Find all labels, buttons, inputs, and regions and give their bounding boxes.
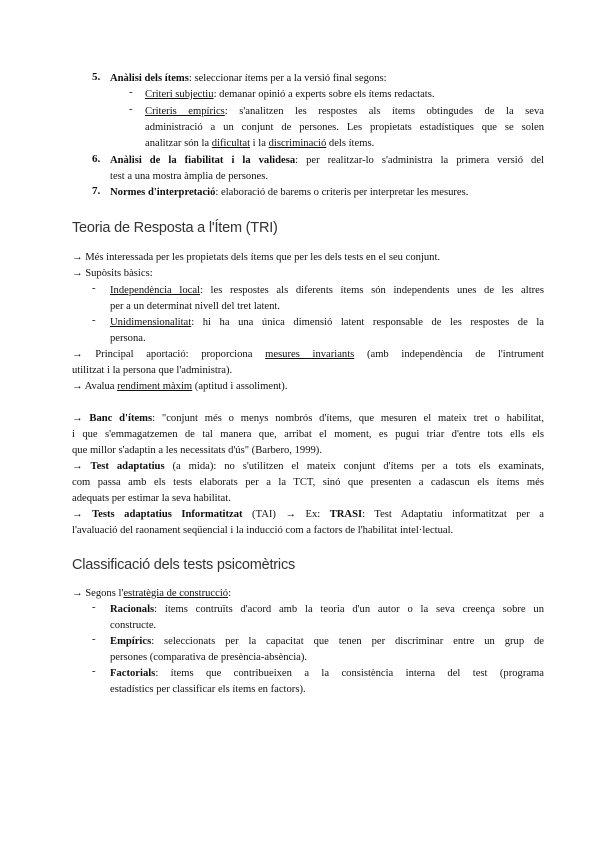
text: (TAI) → Ex: xyxy=(242,509,330,520)
term: Tests adaptatius Informatitzat xyxy=(92,509,243,520)
text: → Avalua xyxy=(72,381,118,392)
text: : elaboració de barems o criteris per interpretar les mesures. xyxy=(215,187,469,198)
text: (amb independència de l'intrument xyxy=(354,349,544,360)
bullet-dash: - xyxy=(92,602,96,613)
text: : xyxy=(228,588,232,599)
text: → Segons l' xyxy=(72,588,124,599)
term-discriminacio: discriminació xyxy=(268,138,327,149)
term-trasi: TRASI xyxy=(329,509,363,520)
bullet-dash: - xyxy=(129,104,133,115)
tri-line1: → Més interessada per les propietats dels ítems que per les dels tests en el seu conjunt. xyxy=(72,252,441,263)
adaptatius-line2: com passa amb els tests elaborats per a la TCT, sinó que presenten a cadascun els ítems més xyxy=(72,477,544,488)
bullet-dash: - xyxy=(92,634,96,645)
sub-item-criteri-subjectiu xyxy=(145,87,435,102)
text: analitzar són la xyxy=(145,138,212,149)
banc-line3: que millor s'adaptin a les necessitats d'ús" (Barbero, 1999). xyxy=(72,445,322,456)
tri-line2: → Supòsits bàsics: xyxy=(72,268,153,279)
text: : "conjunt més o menys nombrós d'ítems, que mesuren el mateix tret o habilitat, xyxy=(152,413,545,424)
text: : ítems contruïts d'acord amb la teoria d'un autor o la seva creença sobre un xyxy=(154,604,544,615)
term: Empírics xyxy=(110,636,152,647)
classif-intro xyxy=(72,586,231,601)
text: : les respostes als diferents ítems són independents unes de les altres xyxy=(199,285,545,296)
text: → Principal aportació: proporciona xyxy=(72,349,266,360)
text: : demanar opinió a experts sobre els ítems redactats. xyxy=(213,89,435,100)
item-title: Anàlisi de la fiabilitat i la validesa xyxy=(110,155,296,166)
adaptatius-line3: adequats per estimar la seva habilitat. xyxy=(72,493,231,504)
sub-item-criteris-empirics-line3 xyxy=(145,136,374,151)
term: Racionals xyxy=(110,604,155,615)
tri-sub1-line2: per a un determinat nivell del tret latent. xyxy=(110,301,281,312)
racionals-line1 xyxy=(110,602,544,632)
bullet-dash: - xyxy=(129,87,133,98)
bullet-dash: - xyxy=(92,283,96,294)
term: estratègia de construcció xyxy=(123,588,229,599)
text: (a mida): no s'utilitzen el mateix conjunt d'ítems per a tots els examinats, xyxy=(164,461,545,472)
racionals-line2: constructe. xyxy=(110,620,157,631)
text: (aptitud i assoliment). xyxy=(192,381,288,392)
section-heading-classificacio: Classificació dels tests psicomètrics xyxy=(72,557,296,573)
bullet-dash: - xyxy=(92,666,96,677)
bullet-dash: - xyxy=(92,315,96,326)
term: Criteri subjectiu xyxy=(145,89,214,100)
sub-item-criteris-empirics-line2: administració a un conjunt de persones. Les propietats estadístiques que se solen xyxy=(145,122,544,133)
term: Criteris empírics xyxy=(145,106,225,117)
list-item-5 xyxy=(110,71,387,86)
list-number: 5. xyxy=(92,71,101,83)
tri-contribution-line2: utilitzat i la persona que l'administra). xyxy=(72,365,233,376)
text: i la xyxy=(250,138,269,149)
item-text: : seleccionar ítems per a la versió final segons: xyxy=(188,73,387,84)
item-title: Anàlisi dels ítems xyxy=(110,73,189,84)
term: Independència local xyxy=(110,285,200,296)
list-item-6-line2: test a una mostra àmplia de persones. xyxy=(110,171,268,182)
section-heading-tri: Teoria de Resposta a l'Ítem (TRI) xyxy=(72,220,278,236)
list-item-7 xyxy=(110,185,468,200)
term: mesures invariants xyxy=(265,349,355,360)
text: dels ítems. xyxy=(326,138,375,149)
tri-avalua xyxy=(72,379,288,394)
tri-sub2-line2: persona. xyxy=(110,333,146,344)
arrow: → xyxy=(72,461,91,472)
term-dificultat: dificultat xyxy=(211,138,251,149)
tai-line2: l'avaluació del raonament seqüencial i la inducció com a factors de l'habilitat intel·lectual. xyxy=(72,525,454,536)
term: Banc d'ítems xyxy=(89,413,153,424)
arrow: → xyxy=(72,509,93,520)
empirics-line2: persones (comparativa de presència-absència). xyxy=(110,652,308,663)
tri-sub2-line1 xyxy=(110,315,544,345)
text: : Test Adaptatiu informatitzat per a xyxy=(362,509,544,520)
list-number: 6. xyxy=(92,153,101,165)
item-title: Normes d'interpretació xyxy=(110,187,216,198)
text: : seleccionats per la capacitat que tenen per discriminar entre un grup de xyxy=(151,636,544,647)
text: : ítems que contribueixen a la consistència interna del test (programa xyxy=(155,668,544,679)
factorials-line2: estadístics per classificar els ítems en factors). xyxy=(110,684,306,695)
arrow: → xyxy=(72,413,90,424)
term: rendiment màxim xyxy=(117,381,193,392)
banc-line2: i que s'emmagatzemen de tal manera que, arribat el moment, es pugui triar d'entre tots ells els xyxy=(72,429,544,440)
term: Factorials xyxy=(110,668,156,679)
term: Unidimensionalitat xyxy=(110,317,192,328)
text: : per realitzar-lo s'administra la primera versió del xyxy=(295,155,544,166)
list-number: 7. xyxy=(92,185,101,197)
text: : hi ha una única dimensió latent responsable de les respostes de la xyxy=(191,317,544,328)
text: : s'analitzen les respostes als ítems obtingudes de la seva xyxy=(224,106,544,117)
term: Test adaptatius xyxy=(90,461,165,472)
